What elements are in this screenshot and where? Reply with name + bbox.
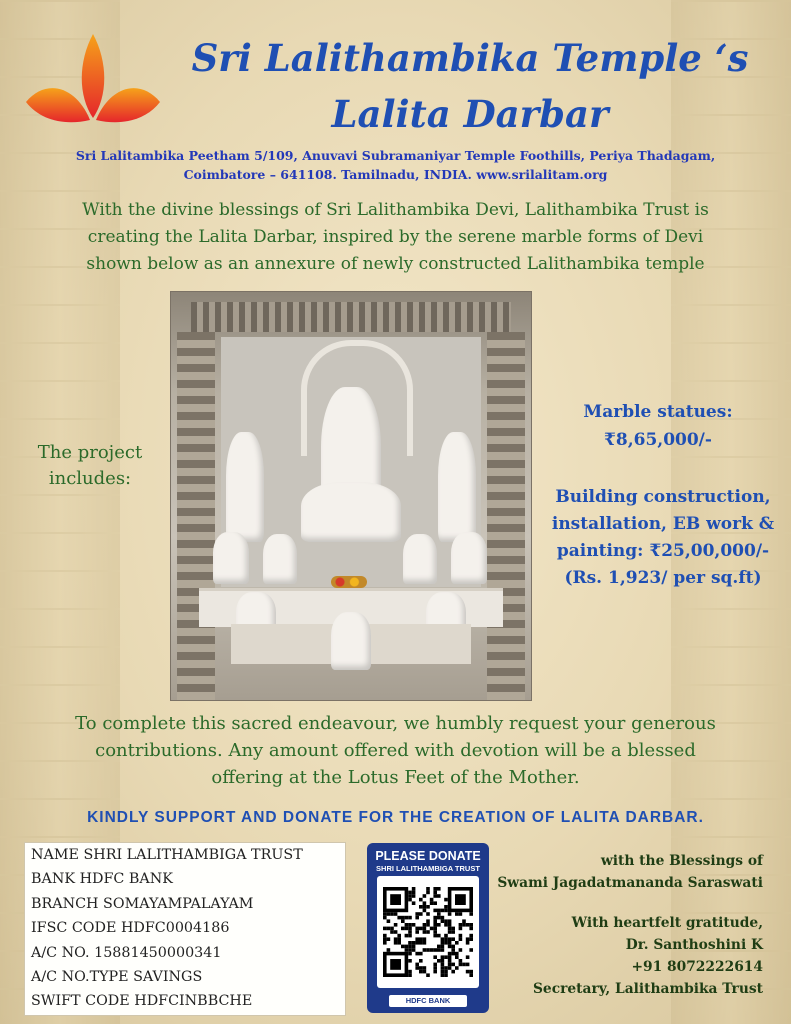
bank-detail-account-type: A/C NO.TYPE SAVINGS (31, 969, 203, 986)
address-line-2: Coimbatore – 641108. Tamilnadu, INDIA. www.srilalitam.org (183, 167, 608, 182)
signature-block (533, 912, 763, 1000)
signatory-role: Secretary, Lalithambika Trust (532, 981, 763, 997)
project-label (20, 440, 160, 492)
blessing-line-1: with the Blessings of (600, 853, 763, 869)
marble-line-2: ₹8,65,000/- (604, 430, 712, 450)
qr-code-icon (383, 882, 473, 982)
project-label-line-1: The project (37, 442, 143, 463)
building-line-3: painting: ₹25,00,000/- (556, 541, 770, 561)
intro-line-3: shown below as an annexure of newly constructed Lalithambika temple (86, 254, 705, 274)
intro-paragraph (30, 197, 761, 278)
signatory-phone: +91 8072222614 (631, 959, 763, 975)
building-line-1: Building construction, (555, 487, 771, 507)
appeal-line-1: To complete this sacred endeavour, we humbly request your generous (75, 713, 716, 734)
marble-line-1: Marble statues: (583, 402, 733, 422)
bank-detail-account-number: A/C NO. 15881450000341 (31, 944, 222, 961)
qr-title: PLEASE DONATE (375, 849, 481, 863)
qr-code[interactable] (377, 876, 479, 988)
appeal-line-3: offering at the Lotus Feet of the Mother. (211, 767, 580, 788)
blessings-text (497, 850, 763, 894)
gratitude-line: With heartfelt gratitude, (571, 915, 763, 931)
address-line-1: Sri Lalitambika Peetham 5/109, Anuvavi Subramaniyar Temple Foothills, Periya Thadagam, (75, 148, 716, 163)
temple-address (40, 146, 751, 184)
appeal-line-2: contributions. Any amount offered with devotion will be a blessed (95, 740, 696, 761)
bank-detail-bank: BANK HDFC BANK (31, 871, 173, 888)
blessing-line-2: Swami Jagadatmananda Saraswati (497, 875, 763, 891)
marble-statues-cost (548, 398, 768, 454)
title-line-2: Lalita Darbar (331, 92, 609, 136)
building-line-2: installation, EB work & (551, 514, 775, 534)
marble-statues-photo (170, 291, 532, 701)
bank-detail-ifsc: IFSC CODE HDFC0004186 (31, 920, 230, 937)
bank-detail-branch: BRANCH SOMAYAMPALAYAM (31, 895, 254, 912)
project-label-line-2: includes: (48, 468, 132, 489)
building-construction-cost (538, 484, 788, 592)
appeal-paragraph (30, 710, 761, 791)
donation-qr-card (367, 843, 489, 1013)
intro-line-2: creating the Lalita Darbar, inspired by the serene marble forms of Devi (87, 227, 704, 247)
lotus-logo-icon (26, 34, 160, 126)
signatory-name: Dr. Santhoshini K (625, 937, 763, 953)
title-line-1: Sri Lalithambika Temple ‘s (191, 36, 749, 80)
bank-detail-name: NAME SHRI LALITHAMBIGA TRUST (31, 847, 303, 863)
building-line-4: (Rs. 1,923/ per sq.ft) (564, 568, 762, 588)
bank-detail-swift: SWIFT CODE HDFCINBBCHE (31, 993, 253, 1010)
intro-line-1: With the divine blessings of Sri Lalithambika Devi, Lalithambika Trust is (82, 200, 709, 220)
qr-subtitle: SHRI LALITHAMBIGA TRUST (376, 864, 480, 873)
hdfc-bank-label: HDFC BANK (389, 995, 467, 1007)
donate-call-to-action: KINDLY SUPPORT AND DONATE FOR THE CREATION OF LALITA DARBAR. (87, 809, 704, 826)
bank-details-box (24, 842, 346, 1016)
